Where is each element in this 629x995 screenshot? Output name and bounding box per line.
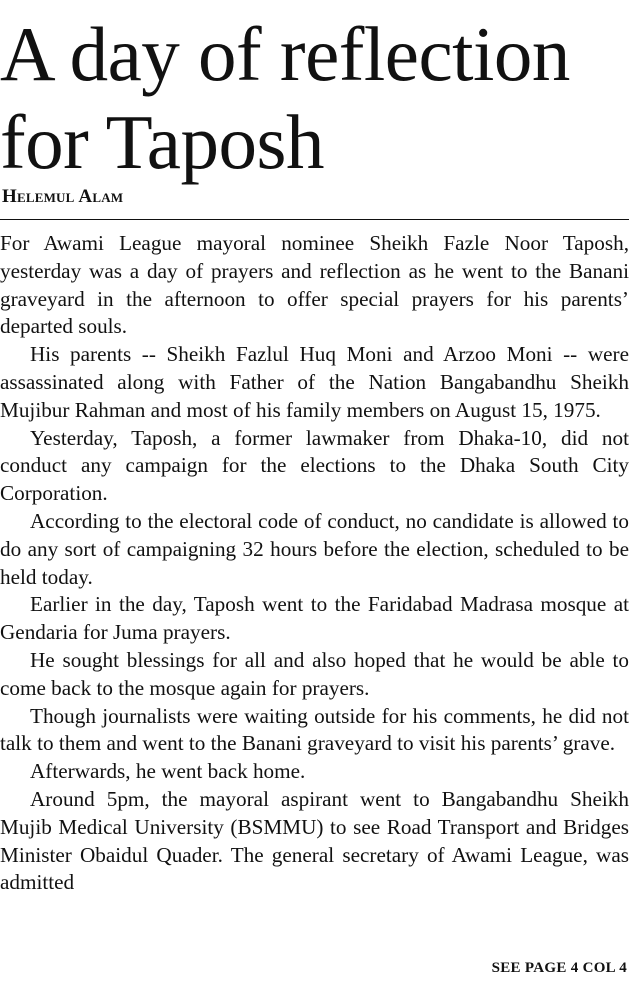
- article-paragraph: According to the electoral code of conduct, no candidate is allowed to do any sort of campaigning 32 hours before the election, scheduled to be held today.: [0, 508, 629, 589]
- article-paragraph: Though journalists were waiting outside for his comments, he did not talk to them and went to the Banani graveyard to visit his parents’ grave.: [0, 703, 629, 756]
- article-paragraph: He sought blessings for all and also hoped that he would be able to come back to the mosque again for prayers.: [0, 647, 629, 700]
- article-paragraph: For Awami League mayoral nominee Sheikh Fazle Noor Taposh, yesterday was a day of prayers and reflection as he went to the Banani graveyard in the afternoon to offer special prayers for his parents’ departed souls.: [0, 231, 629, 339]
- article-paragraph: Around 5pm, the mayoral aspirant went to Bangabandhu Sheikh Mujib Medical University (BSMMU) to see Road Transport and Bridges Minister Obaidul Quader. The general secretary of Awami League, was admitted: [0, 786, 629, 895]
- article-paragraph: Earlier in the day, Taposh went to the Faridabad Madrasa mosque at Gendaria for Juma prayers.: [0, 592, 629, 645]
- headline: A day of reflection for Taposh: [0, 11, 570, 185]
- article-paragraph: Yesterday, Taposh, a former lawmaker from Dhaka-10, did not conduct any campaign for the elections to the Dhaka South City Corporation.: [0, 425, 629, 506]
- article-paragraph: Afterwards, he went back home.: [30, 759, 306, 784]
- article-paragraph: His parents -- Sheikh Fazlul Huq Moni and Arzoo Moni -- were assassinated along with Father of the Nation Bangabandhu Sheikh Mujibur Rahman and most of his family members on August 15, 1975.: [0, 342, 629, 422]
- continued-jump-line: SEE PAGE 4 COL 4: [491, 960, 627, 976]
- byline: Helemul Alam: [2, 186, 124, 207]
- byline-divider: [0, 219, 629, 220]
- article-body: [0, 230, 629, 897]
